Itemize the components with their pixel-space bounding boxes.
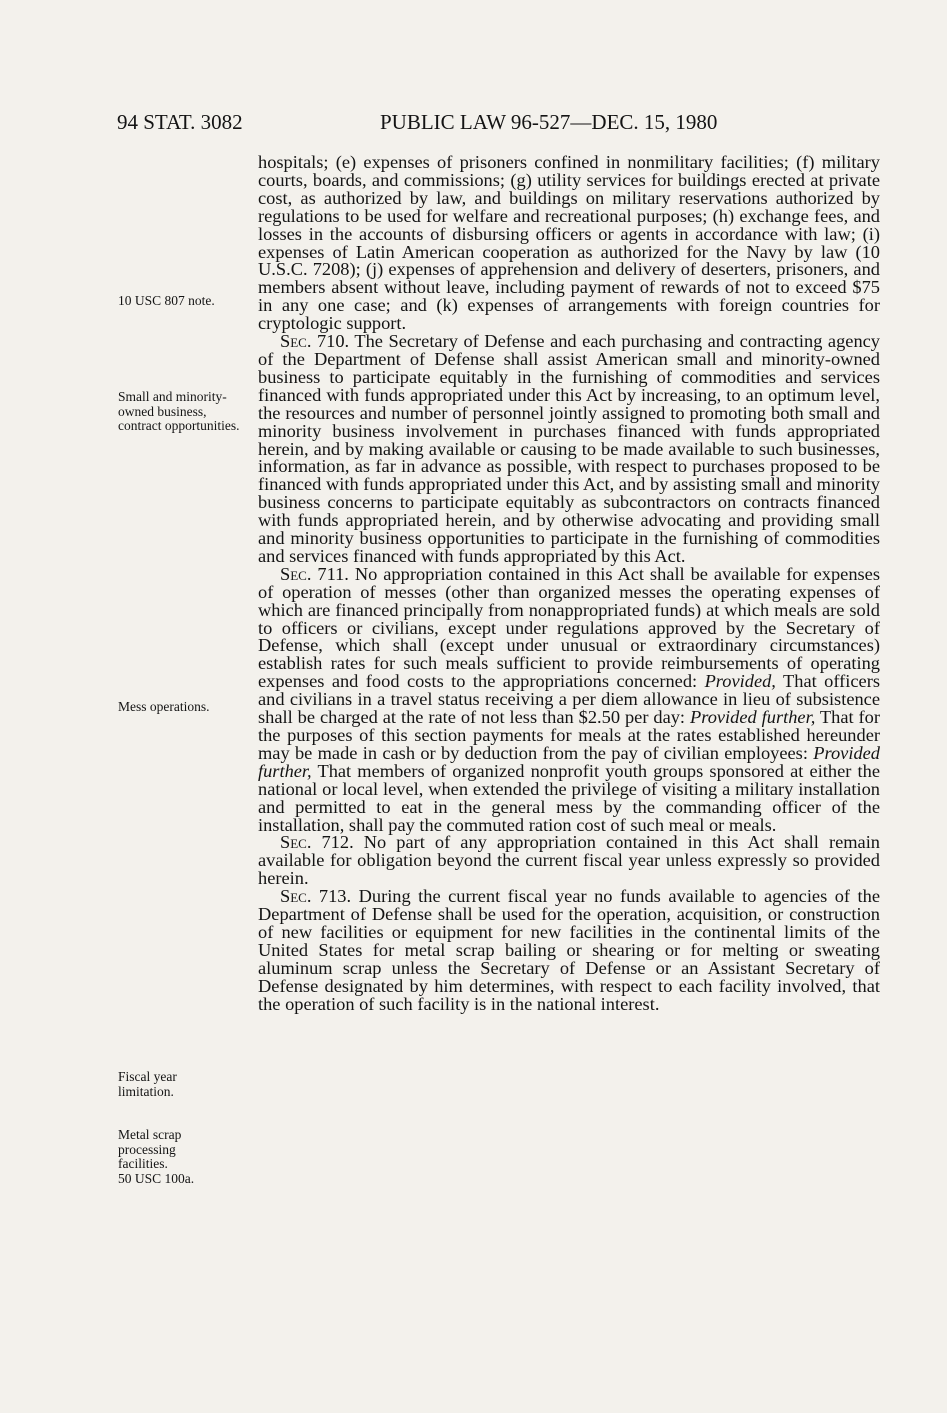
- section-710-label: Sec. 710.: [280, 331, 350, 352]
- continuation-paragraph: hospitals; (e) expenses of prisoners confined in nonmilitary facilities; (f) military courts, boards, and commissions; (g) utility services for buildings erected at private cost, as authorized by law, and buildings on military reservations authorized by regulations to be used for welfare and recreational purposes; (h) exchange fees, and losses in the accounts of disbursing officers or agents in accordance with law; (i) expenses of Latin American cooperation as authorized for the Navy by law (10 U.S.C. 7208); (j) expenses of apprehension and delivery of deserters, prisoners, and members absent without leave, including payment of rewards of not to exceed $75 in any one case; and (k) expenses of arrangements with foreign countries for cryptologic support.: [258, 152, 880, 334]
- margin-note-metal-scrap: [118, 1128, 218, 1187]
- margin-note-small-business: Small and minority-owned business, contract opportunities.: [118, 389, 240, 434]
- section-711: [258, 563, 880, 835]
- body-text: [258, 154, 880, 1014]
- section-712-text: No part of any appropriation contained in this Act shall remain available for obligation beyond the current fiscal year unless expressly so provided herein.: [258, 832, 881, 889]
- section-711-text-2: That officers and civilians in a travel status receiving a per diem allowance in lieu of subsistence shall be charged at the rate of not less than $2.50 per day:: [258, 671, 880, 728]
- section-710: [258, 333, 880, 566]
- proviso-1: Provided,: [704, 671, 776, 692]
- section-711-text-1: No appropriation contained in this Act shall be available for expenses of operation of messes (other than organized messes the operating expenses of which are financed principally from nonappropriated funds) at which meals are sold to officers or civilians, except under regulations approved by the Secretary of Defense, which shall (except under unusual or extraordinary circumstances) establish rates for such meals sufficient to provide reimbursements of operating expenses and food costs to the appropriations concerned:: [258, 563, 880, 692]
- margin-note-metal-scrap-usc: 50 USC 100a.: [118, 1171, 195, 1187]
- section-713: [258, 888, 880, 1013]
- proviso-3: Provided further,: [258, 742, 880, 781]
- section-711-label: Sec. 711.: [280, 563, 349, 584]
- stat-page-number: 94 STAT. 3082: [117, 110, 243, 134]
- section-710-text: The Secretary of Defense and each purchasing and contracting agency of the Department of Defense shall assist American small and minority-owned business to participate equitably in the furnishing of commodities and services financed with funds appropriated under this Act by increasing, to an optimum level, the resources and number of personnel jointly assigned to promoting both small and minority business involvement in purchases financed with funds appropriated herein, and by making available or causing to be made available to such businesses, information, as far in advance as possible, with respect to purchases proposed to be financed with funds appropriated under this Act, and by assisting small and minority business concerns to participate equitably as subcontractors on contracts financed with funds appropriated herein, and by otherwise advocating and providing small and minority business opportunities to participate in the furnishing of commodities and services financed with funds appropriated by this Act.: [258, 331, 881, 566]
- page-header: [117, 110, 880, 140]
- section-711-text-3: That for the purposes of this section payments for meals at the rates established hereunder may be made in cash or by deduction from the pay of civilian employees:: [258, 707, 880, 763]
- margin-note-fiscal-year: Fiscal year limitation.: [118, 1069, 177, 1099]
- margin-note-metal-scrap-title: Metal scrap processing facilities.: [118, 1127, 182, 1172]
- section-712-label: Sec. 712.: [280, 832, 354, 853]
- margin-note-usc-807: 10 USC 807 note.: [118, 293, 215, 308]
- section-713-label: Sec. 713.: [280, 886, 352, 907]
- proviso-2: Provided further,: [689, 707, 816, 728]
- section-711-text-4: That members of organized nonprofit youth groups sponsored at either the national or local level, when extended the privilege of visiting a military installation and permitted to eat in the general mess by the commanding officer of the installation, shall pay the commuted ration cost of such meal or meals.: [258, 760, 880, 835]
- public-law-title: PUBLIC LAW 96-527—DEC. 15, 1980: [380, 110, 718, 134]
- section-713-text: During the current fiscal year no funds available to agencies of the Department of Defense shall be used for the operation, acquisition, or construction of new facilities or equipment for new facilities in the continental limits of the United States for metal scrap bailing or shearing or for melting or sweating aluminum scrap unless the Secretary of Defense or an Assistant Secretary of Defense designated by him determines, with respect to each facility involved, that the operation of such facility is in the national interest.: [258, 886, 880, 1014]
- section-712: [258, 834, 880, 888]
- margin-note-mess-operations: Mess operations.: [118, 699, 210, 714]
